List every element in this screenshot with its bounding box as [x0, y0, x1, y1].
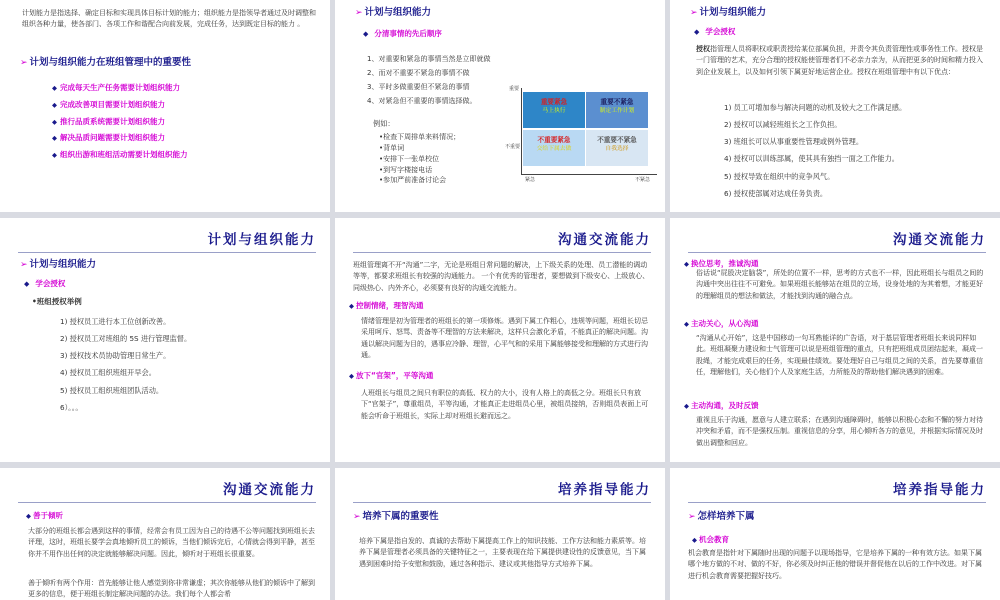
- x-axis-right-label: 不紧急: [635, 177, 651, 183]
- slide7-sub: ◆ 善于倾听: [26, 511, 63, 520]
- slide8-title: 培养指导能力: [558, 482, 651, 498]
- slide3-sub: ◆ 学会授权: [694, 27, 736, 36]
- diamond-bullet-icon: ◆: [24, 280, 30, 288]
- example-label: 例如：: [373, 119, 395, 128]
- slide6-para-3: 重视且乐于沟通，愿意与人建立联系；在遇到沟通障碍时，能够以积极心态和不懈的努力对待冲突和矛盾，而不是强权压制。重视信息的分享，用心倾听各方的意见，并根据实际情况及时做出调整和回应。: [696, 416, 983, 447]
- list-item: 4) 授权可以训练部属，使其具有独挡一面之工作能力。: [724, 154, 899, 164]
- slide5-para-1: 情绪管理是初为管理者的班组长的第一项修炼。遇到下属工作粗心，违规等问题，班组长切忌采用呵斥、怒骂、责备等不理智的方法来解决，这样只会激化矛盾，不能真正的解决问题。沟通以解决问题为目的，遇事应冷静、理智，心平气和的采用下属能够接受和理解的方式进行沟通。: [361, 317, 648, 359]
- list-item: 1、对重要和紧急的事情当然是立即就做: [367, 55, 491, 63]
- list-item: •到写字楼接电话: [379, 165, 433, 174]
- slide9-sub: ◆ 机会教育: [692, 535, 729, 544]
- slide9-title: 培养指导能力: [893, 482, 986, 498]
- title-divider: [688, 252, 986, 253]
- diamond-bullet-icon: ◆: [26, 512, 31, 520]
- slide5-title: 沟通交流能力: [558, 232, 651, 248]
- slide5-heading-2: ◆ 放下“官架”，平等沟通: [349, 371, 434, 380]
- list-item: 4、对紧急但不重要的事情选择做。: [367, 96, 477, 105]
- slide7-para-1: 大部分的班组长都会遇到这样的事情，经常会有员工因为自己的待遇不公等问题找到班组长去评理，这时，班组长要学会真地倾听员工的倾诉，当他们倾诉完后，心情就会得到平静，甚至你并不用作出任何的决定就能够解决问题。因此，倾听对于班组长很重要。: [28, 527, 315, 558]
- arrow-icon: ➢: [688, 512, 696, 522]
- list-item: 2) 授权可以减轻班组长之工作负担。: [724, 120, 842, 130]
- diamond-bullet-icon: ◆: [349, 372, 354, 380]
- diamond-bullet-icon: ◆: [52, 84, 57, 92]
- list-item: ◆ 推行品质系统需要计划组织能力: [52, 116, 165, 126]
- arrow-icon: ➢: [690, 8, 698, 18]
- slide4-title: 计划与组织能力: [207, 232, 316, 248]
- slide-7[interactable]: [0, 468, 330, 600]
- x-axis: [521, 174, 657, 175]
- slide4-example-head: •班组授权举例: [32, 297, 82, 306]
- list-item: 2、而对不重要不紧急的事情不做: [367, 68, 470, 77]
- title-divider: [353, 252, 651, 253]
- diamond-bullet-icon: ◆: [363, 30, 369, 38]
- slide-8[interactable]: [335, 468, 665, 600]
- title-divider: [688, 502, 986, 503]
- slide-2[interactable]: [335, 0, 665, 212]
- slide9-section: ➢ 怎样培养下属: [688, 511, 755, 522]
- y-axis: [521, 88, 522, 174]
- arrow-icon: ➢: [353, 512, 361, 522]
- arrow-icon: ➢: [20, 260, 28, 270]
- diamond-bullet-icon: ◆: [692, 536, 697, 544]
- slide9-para: 机会教育是指针对下属随时出现的问题予以现场指导，它是培养下属的一种有效方法。如果下属哪个地方做的不对、做的不好，你必须及时纠正他的错误并督促他在以后的工作中改进。对下属进行机会教育需要把握好技巧。: [688, 549, 982, 580]
- list-item: •背单词: [379, 143, 405, 152]
- diamond-bullet-icon: ◆: [684, 260, 689, 268]
- slide8-para: 培养下属是指自发的、真诚的去帮助下属提高工作上的知识技能、工作方法和能力素质等。培养下属是管理者必须具备的关键特征之一，主要表现在给下属提供建设性的反馈意见，当下属遇到困难时给予安慰和鼓励，通过各种指示、建议或其他指导方式培养下属。: [359, 537, 646, 568]
- diamond-bullet-icon: ◆: [694, 28, 700, 36]
- slide3-para: 授权指管理人员将职权或职责授给某位部属负担，并责令其负责管理性或事务性工作。授权是一门管理的艺术，充分合理的授权能使管理者们不必亲力亲为，从而把更多的时间和精力投入到企业发展上，以及如何引领下属更好地运营企业。授权在班组管理中有以下优点：: [696, 45, 983, 76]
- x-axis-left-label: 紧急: [525, 177, 536, 183]
- slide4-sub: ◆ 学会授权: [24, 279, 66, 288]
- slide8-section: ➢ 培养下属的重要性: [353, 511, 439, 522]
- slide2-examples: [379, 132, 460, 186]
- diamond-bullet-icon: ◆: [349, 302, 354, 310]
- list-item: 5) 授权导致在组织中的竞争风气。: [724, 171, 835, 181]
- list-item: 3) 班组长可以从事重要性管理或例外管理。: [724, 137, 864, 147]
- slide2-section: ➢ 计划与组织能力: [355, 7, 432, 18]
- slide6-heading-2: ◆ 主动关心，从心沟通: [684, 319, 759, 328]
- title-divider: [18, 252, 316, 253]
- diamond-bullet-icon: ◆: [52, 100, 57, 109]
- slide5-para-2: 人班组长与组员之间只有职位的高低、权力的大小，没有人格上的高低之分。班组长只有放下“官架子”，尊重组员，平等沟通，才能真正走进组员心里，被组员接纳，否则组员表面上可能会听命于班组长，实际上却对班组长避而远之。: [361, 389, 649, 420]
- slide6-para-1: 俗话说“屁股决定脑袋”，所处的位置不一样，思考的方式也不一样，因此班组长与组员之间的沟通中突出往往不可避免。如果班组长能够站在组员的立场，设身处地的为其着想，才能更好的理解组员的想法和做法，才能找到沟通的融合点。: [696, 269, 984, 300]
- slide7-para-2: 善于倾听有两个作用：首先能够让他人感觉到你非常谦虚；其次你能够从他们的倾诉中了解到更多的信息，便于班组长制定解决问题的办法。我们每个人都会希: [28, 579, 315, 599]
- list-item: ◆ 组织出游和班组活动需要计划组织能力: [52, 150, 188, 160]
- diamond-bullet-icon: ◆: [52, 151, 57, 160]
- list-item: 3) 授权技术员协助管理日常生产。: [60, 351, 171, 361]
- slide1-intro: 计划能力是指选择、确定目标和实现具体目标计划的能力；组织能力是指领导者通过及时调整和组织各种力量，使各部门、各项工作和谐配合向前发展，完成任务，达到既定目标的能力 。: [22, 9, 316, 29]
- slide6-para-2: “沟通从心开始”，这是中国移动一句耳熟能详的广告语，对于基层管理者班组长来说同样如此。班组凝聚力建设和士气管理可以说是班组管理的重点，只有把班组成员团结起来，凝成一股绳，才能完成艰巨的任务，实现最佳绩效。要处理好自己与组员之间的关系，首先要尊重信任，理解他们，关心他们个人及家庭生活，力所能及的帮助他们解决遇到的困难。: [696, 334, 983, 376]
- title-divider: [353, 502, 651, 503]
- title-divider: [18, 502, 316, 503]
- slide-9[interactable]: [670, 468, 1000, 600]
- slide6-heading-1: ◆ 换位思考，推诚沟通: [684, 259, 759, 268]
- diamond-bullet-icon: ◆: [52, 117, 57, 126]
- quadrant-important-urgent: 重要紧急 马上执行: [523, 92, 585, 128]
- y-axis-bottom-label: 不重要: [505, 144, 521, 150]
- quadrant-not-important-not-urgent: 不重要不紧急 自我选择: [586, 130, 648, 166]
- slide6-heading-3: ◆ 主动沟通，及时反馈: [684, 401, 759, 410]
- slide3-section: ➢ 计划与组织能力: [690, 7, 767, 18]
- list-item: 4) 授权员工组织班组开早会。: [60, 368, 156, 378]
- list-item: •安排下一张单校位: [379, 154, 440, 163]
- slide-6[interactable]: [670, 218, 1000, 462]
- slide4-list: [60, 316, 191, 419]
- slide5-heading-1: ◆ 控制情绪，理智沟通: [349, 301, 424, 310]
- slide1-section: ➢ 计划与组织能力在班组管理中的重要性: [20, 57, 192, 68]
- list-item: •检查下周排单来料情况；: [379, 133, 461, 141]
- list-item: 2) 授权员工对班组的 5S 进行管理监督。: [60, 334, 192, 344]
- y-axis-top-label: 重要: [509, 86, 520, 92]
- list-item: ◆ 完成改善项目需要计划组织能力: [52, 99, 165, 109]
- arrow-icon: ➢: [355, 8, 363, 18]
- quadrant-important-not-urgent: 重要不紧急 制定工作计划: [586, 92, 648, 128]
- arrow-icon: ➢: [20, 58, 28, 68]
- diamond-bullet-icon: ◆: [684, 402, 689, 410]
- diamond-bullet-icon: ◆: [52, 134, 57, 143]
- slide-3[interactable]: [670, 0, 1000, 212]
- slide3-list: [724, 102, 906, 205]
- list-item: 3、平时多做重要但不紧急的事情: [367, 82, 470, 91]
- slide2-sub: ◆ 分清事情的先后顺序: [363, 29, 442, 38]
- priority-quadrant: [505, 84, 659, 184]
- slide5-intro: 班组管理离不开“沟通”二字，无论是班组日常问题的解决，上下级关系的处理、员工潜能的调动等等，都要求班组长有较强的沟通能力。 一个有优秀的管理者，要想做到下级安心、上级放心、同级热心、内外齐心，必须要有良好的沟通交流能力。: [353, 261, 650, 292]
- slide6-title: 沟通交流能力: [893, 232, 986, 248]
- slide7-title: 沟通交流能力: [223, 482, 316, 498]
- list-item: ◆ 完成每天生产任务需要计划组织能力: [52, 83, 180, 92]
- slide4-section: ➢ 计划与组织能力: [20, 259, 97, 270]
- slide1-list: [52, 82, 188, 166]
- quadrant-not-important-urgent: 不重要紧急 交给下属去做: [523, 130, 585, 166]
- list-item: 6) 授权使部属对达成任务负责。: [724, 188, 828, 198]
- diamond-bullet-icon: ◆: [684, 320, 689, 328]
- list-item: 6）。。。: [60, 402, 83, 412]
- list-item: ◆ 解决品质问题需要计划组织能力: [52, 133, 165, 143]
- list-item: •参加严前准备讨论会: [379, 176, 447, 185]
- slide2-steps: [367, 54, 490, 109]
- list-item: 1) 授权员工进行本工位创新改善。: [60, 317, 171, 326]
- list-item: 1) 员工可增加参与解决问题的动机及较大之工作满足感。: [724, 103, 907, 112]
- slide-5[interactable]: [335, 218, 665, 462]
- list-item: 5) 授权员工组织班组团队活动。: [60, 385, 164, 395]
- slide-4[interactable]: [0, 218, 330, 462]
- slide-1[interactable]: [0, 0, 330, 212]
